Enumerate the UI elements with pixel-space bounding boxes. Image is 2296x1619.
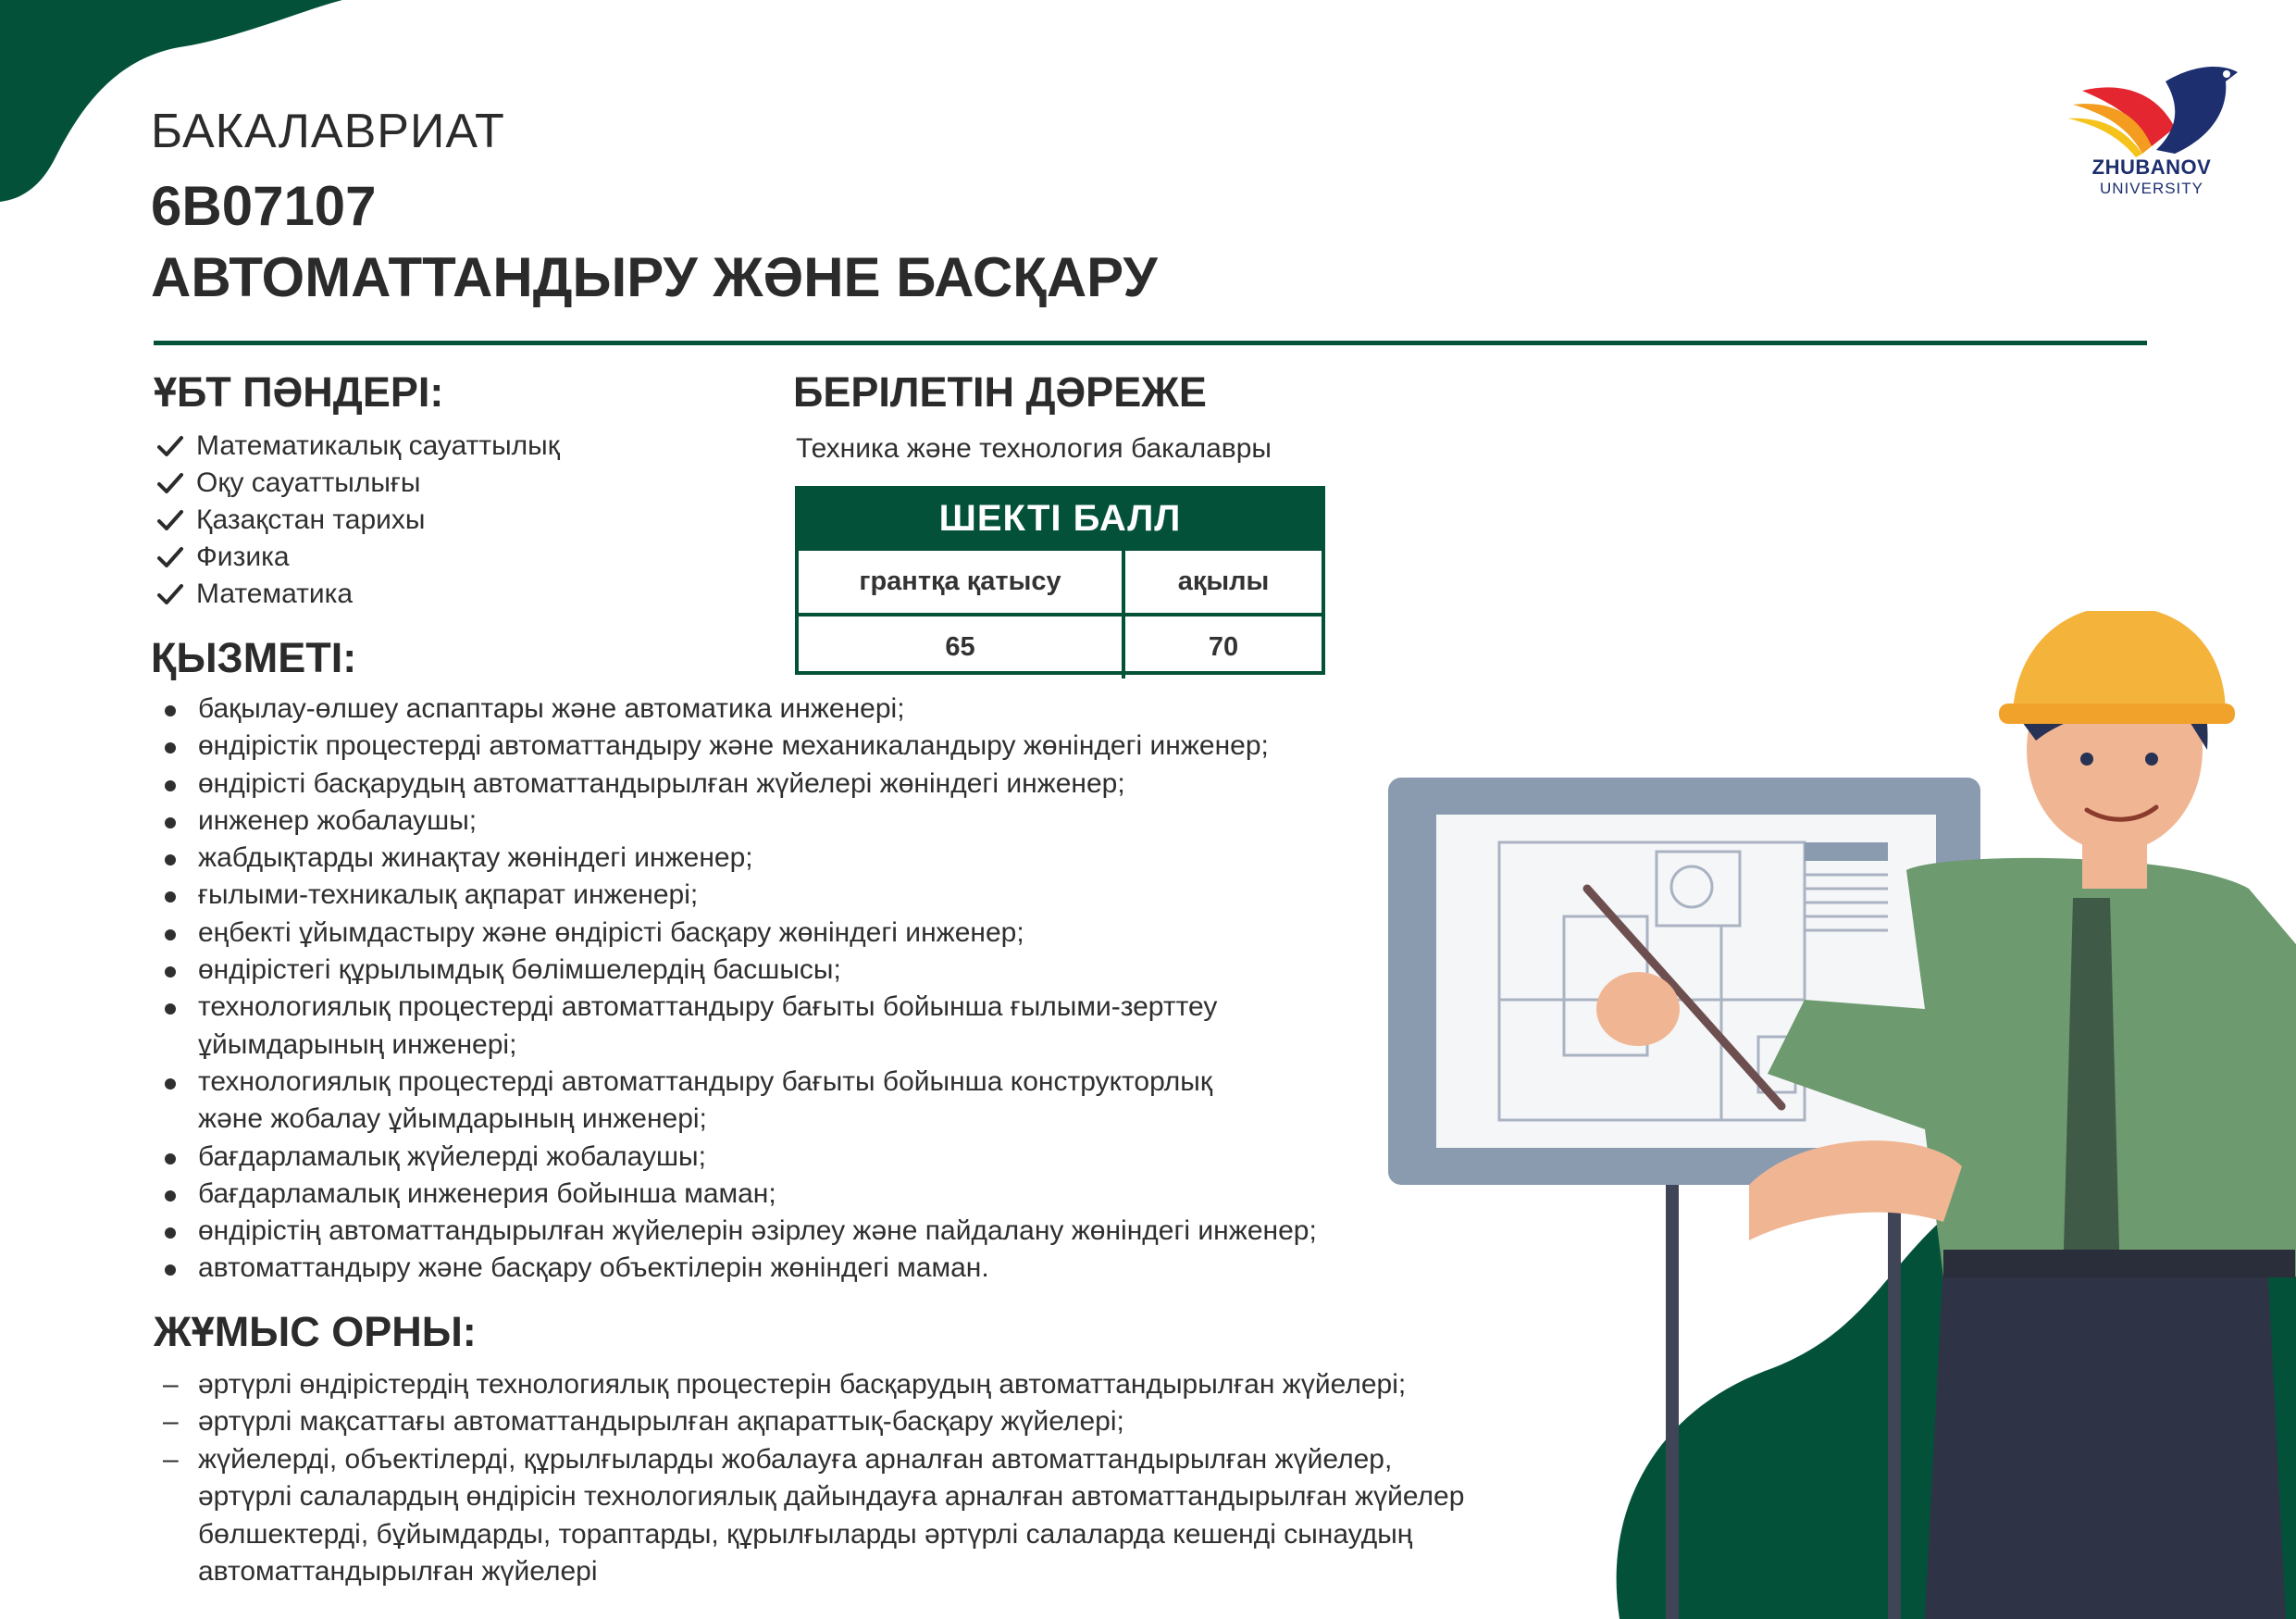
logo-name: ZHUBANOV — [2091, 156, 2212, 179]
list-item: автоматтандыру және басқару объектілерін жөніндегі маман. — [159, 1250, 1501, 1287]
list-item: технологиялық процестерді автоматтандыру бағыты бойынша ғылыми-зерттеу ұйымдарының инженері; — [159, 989, 1262, 1064]
list-item: Қазақстан тарихы — [155, 502, 560, 539]
table-row — [799, 547, 1322, 613]
list-item: – жүйелерді, объектілерді, құрылғыларды жобалауға арналған автоматтандырылған жүйелер, әртүрлі салалардың өндірісін технологиялық дайындауға арналған автоматтандырылған жүйелер бөлшектерді, бұйымдарды, тораптарды, құрылғыларды әртүрлі салаларда кешенді сынаудың автоматтандырылған жүйелері — [159, 1441, 1466, 1591]
checkmark-icon — [155, 579, 185, 609]
list-item: бақылау-өлшеу аспаптары және автоматика инженері; — [159, 691, 1501, 728]
list-item: Математика — [155, 576, 560, 613]
checkmark-icon — [155, 542, 185, 572]
duties-heading: ҚЫЗМЕТІ: — [151, 634, 357, 681]
checkmark-icon — [155, 505, 185, 535]
list-item: инженер жобалаушы; — [159, 803, 1501, 840]
list-item: өндірісті басқарудың автоматтандырылған жүйелері жөніндегі инженер; — [159, 766, 1501, 803]
list-item: технологиялық процестерді автоматтандыру бағыты бойынша конструкторлық және жобалау ұйымдарының инженері; — [159, 1064, 1262, 1139]
logo-sub: UNIVERSITY — [2099, 180, 2204, 197]
checkmark-icon — [155, 468, 185, 498]
list-item: жабдықтарды жинақтау жөніндегі инженер; — [159, 840, 1501, 877]
duties-list — [159, 691, 1501, 1288]
list-item: Математикалық сауаттылық — [155, 428, 560, 465]
list-item: бағдарламалық инженерия бойынша маман; — [159, 1176, 1501, 1213]
workplace-heading: ЖҰМЫС ОРНЫ: — [154, 1308, 477, 1355]
threshold-score-table — [795, 486, 1325, 675]
degree-heading: БЕРІЛЕТІН ДӘРЕЖЕ — [793, 368, 1207, 416]
ubt-heading: ҰБТ ПӘНДЕРІ: — [154, 368, 444, 416]
program-title: АВТОМАТТАНДЫРУ ЖӘНЕ БАСҚАРУ — [151, 246, 1158, 308]
paid-score: 70 — [1208, 632, 1239, 662]
score-table-heading: ШЕКТІ БАЛЛ — [799, 490, 1322, 547]
table-row — [799, 613, 1322, 679]
list-item: – әртүрлі өндірістердің технологиялық процестерін басқарудың автоматтандырылған жүйелері; — [159, 1366, 1594, 1403]
list-item: Физика — [155, 539, 560, 576]
list-item: өндірістегі құрылымдық бөлімшелердің басшысы; — [159, 952, 1501, 989]
degree-text: Техника және технология бакалавры — [796, 433, 1272, 464]
workplace-list — [159, 1366, 1594, 1590]
list-item: өндірістік процестерді автоматтандыру және механикаландыру жөніндегі инженер; — [159, 728, 1501, 765]
grant-score: 65 — [799, 616, 1125, 679]
divider-line — [154, 341, 2147, 345]
ubt-subjects-list — [155, 428, 560, 613]
program-level: БАКАЛАВРИАТ — [151, 105, 505, 158]
column-header-paid: ақылы — [1177, 567, 1270, 596]
checkmark-icon — [155, 431, 185, 461]
list-item: бағдарламалық жүйелерді жобалаушы; — [159, 1139, 1501, 1176]
column-header-grant: грантқа қатысу — [799, 551, 1125, 613]
list-item: Оқу сауаттылығы — [155, 465, 560, 502]
list-item: ғылыми-техникалық ақпарат инженері; — [159, 877, 1501, 914]
list-item: өндірістің автоматтандырылған жүйелерін әзірлеу және пайдалану жөніндегі инженер; — [159, 1213, 1501, 1250]
program-code: 6В07107 — [151, 175, 377, 237]
list-item: – әртүрлі мақсаттағы автоматтандырылған ақпараттық-басқару жүйелері; — [159, 1403, 1594, 1440]
list-item: еңбекті ұйымдастыру және өндірісті басқару жөніндегі инженер; — [159, 915, 1501, 952]
